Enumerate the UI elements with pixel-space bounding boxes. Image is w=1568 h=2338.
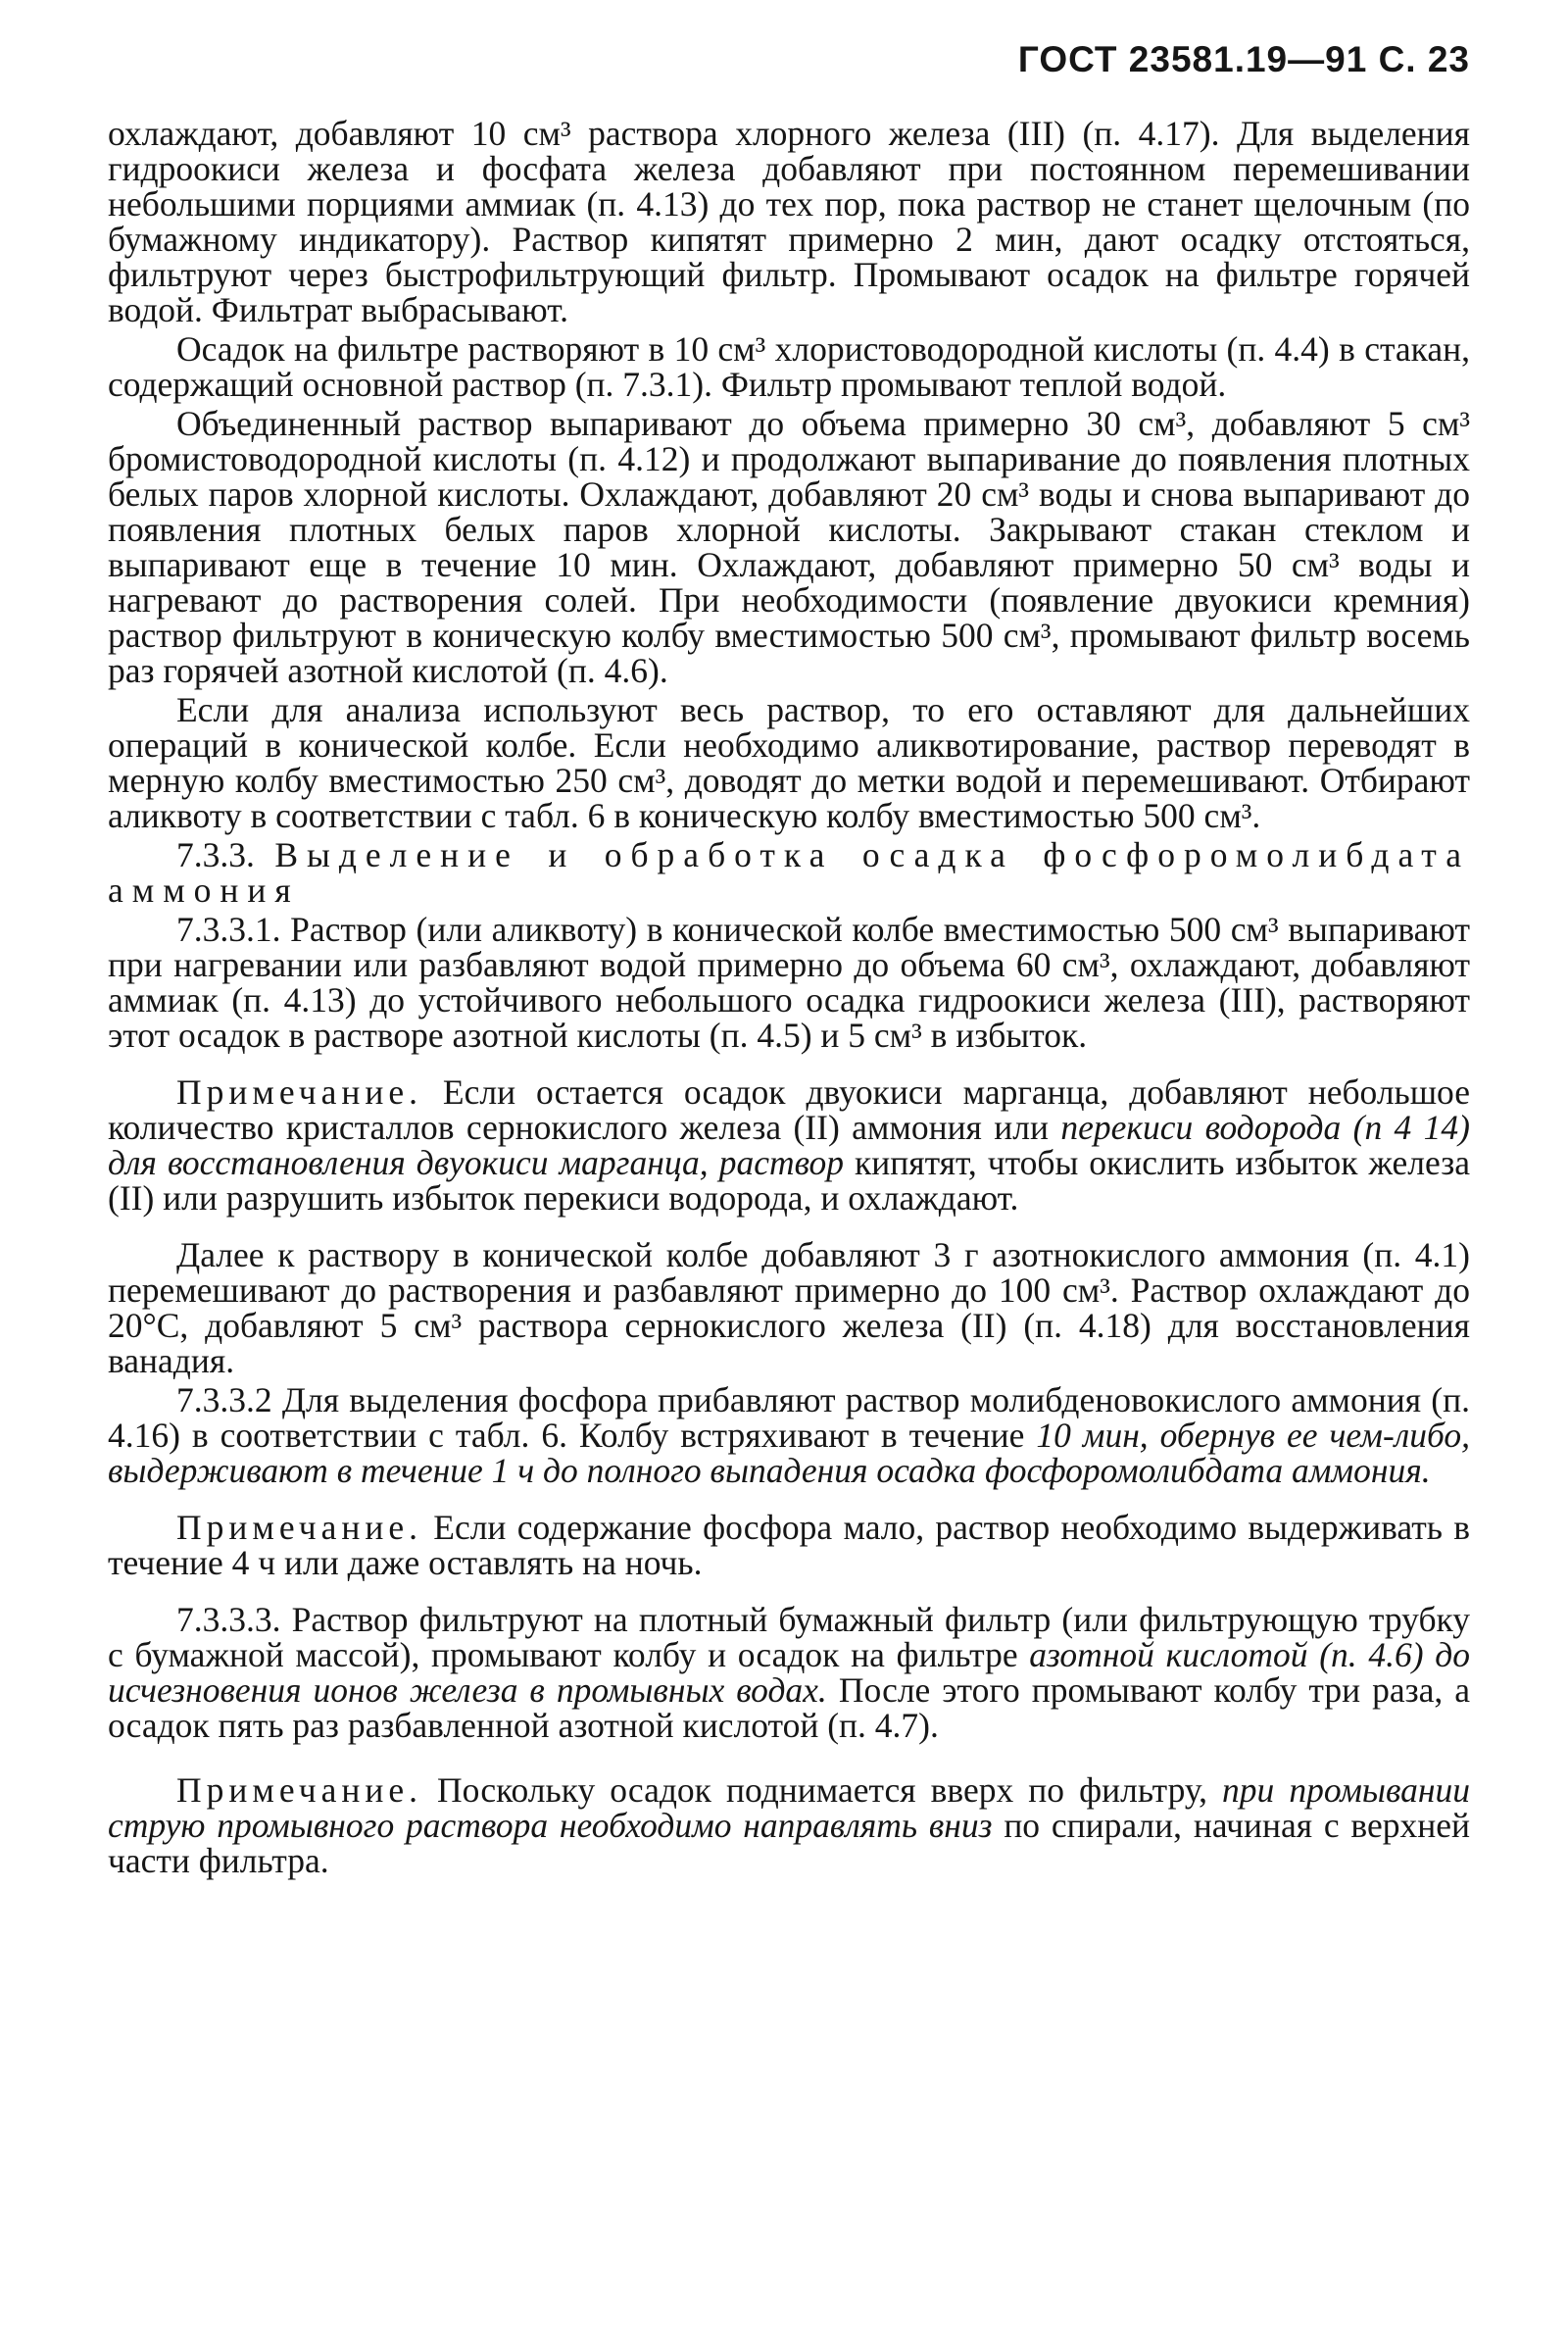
note-3: [108, 1772, 1470, 1878]
section-title: Выделение и обработка осадка фосфоромолибдата аммония: [108, 835, 1471, 910]
section-heading-7-3-3: [108, 837, 1470, 908]
note-label: Примечание.: [176, 1770, 422, 1810]
document-page: [108, 39, 1470, 1882]
note-text: Если остается осадок двуокиси марганца, добавляют небольшое количество кристаллов сернокислого железа (II) аммония или: [108, 1072, 1470, 1147]
paragraph-7-3-3-3: [108, 1602, 1470, 1743]
note-text: Если содержание фосфора мало, раствор необходимо выдерживать в течение 4 ч или даже оставлять на ночь.: [108, 1508, 1470, 1582]
paragraph-1: охлаждают, добавляют 10 см³ раствора хлорного железа (III) (п. 4.17). Для выделения гидроокиси железа и фосфата железа добавляют при постоянном перемешивании небольшими порциями аммиак (п. 4.13) до тех пор, пока раствор не станет щелочным (по бумажному индикатору). Раствор кипятят примерно 2 мин, дают осадку отстояться, фильтруют через быстрофильтрующий фильтр. Промывают осадок на фильтре горячей водой. Фильтрат выбрасывают.: [108, 114, 1470, 329]
paragraph-2: Осадок на фильтре растворяют в 10 см³ хлористоводородной кислоты (п. 4.4) в стакан, содержащий основной раствор (п. 7.3.1). Фильтр промывают теплой водой.: [108, 329, 1470, 404]
note-text: по спирали, начиная с верхней части фильтра.: [108, 1806, 1470, 1880]
note-text: Поскольку осадок поднимается вверх по фильтру,: [437, 1770, 1207, 1810]
paragraph-7-3-3-2: [108, 1382, 1470, 1488]
paragraph-4: Если для анализа используют весь раствор, то его оставляют для дальнейших операций в конической колбе. Если необходимо аликвотирование, раствор переводят в мерную колбу вместимостью 250 см³, доводят до метки водой и перемешивают. Отбирают аликвоту в соответствии с табл. 6 в коническую колбу вместимостью 500 см³.: [108, 690, 1470, 835]
note-label: Примечание.: [176, 1508, 422, 1547]
page-header: ГОСТ 23581.19—91 С. 23: [1017, 39, 1470, 79]
paragraph-text: После этого промывают колбу три раза, а осадок пять раз разбавленной азотной кислотой (п. 4.7).: [108, 1670, 1471, 1745]
paragraph-text: 7.3.3.2 Для выделения фосфора прибавляют раствор молибденовокислого аммония (п. 4.16) в соответствии с табл. 6. Колбу встряхивают в течение: [108, 1380, 1470, 1455]
note-text: кипятят, чтобы окислить избыток железа (II) или разрушить избыток перекиси водорода, и охлаждают.: [108, 1143, 1470, 1218]
note-2: [108, 1510, 1470, 1580]
paragraph-7-3-3-1: 7.3.3.1. Раствор (или аликвоту) в конической колбе вместимостью 500 см³ выпаривают при нагревании или разбавляют водой примерно до объема 60 см³, охлаждают, добавляют аммиак (п. 4.13) до устойчивого небольшого осадка гидроокиси железа (III), растворяют этот осадок в растворе азотной кислоты (п. 4.5) и 5 см³ в избыток.: [108, 910, 1470, 1055]
paragraph-6: Далее к раствору в конической колбе добавляют 3 г азотнокислого аммония (п. 4.1) перемешивают до растворения и разбавляют примерно до 100 см³. Раствор охлаждают до 20°С, добавляют 5 см³ раствора сернокислого железа (II) (п. 4.18) для восстановления ванадия.: [108, 1235, 1470, 1380]
note-text-italic: перекиси водорода (п 4 14) для восстановления двуокиси марганца, раствор: [108, 1108, 1470, 1182]
note-1: [108, 1074, 1470, 1216]
note-text-italic: при промывании струю промывного раствора необходимо направлять вниз: [108, 1770, 1470, 1845]
section-number: 7.3.3.: [176, 835, 255, 874]
note-label: Примечание.: [176, 1072, 422, 1112]
paragraph-text: 7.3.3.3. Раствор фильтруют на плотный бумажный фильтр (или фильтрующую трубку с бумажной массой), промывают колбу и осадок на фильтре: [108, 1600, 1470, 1674]
paragraph-3: Объединенный раствор выпаривают до объема примерно 30 см³, добавляют 5 см³ бромистоводородной кислоты (п. 4.12) и продолжают выпаривание до появления плотных белых паров хлорной кислоты. Охлаждают, добавляют 20 см³ воды и снова выпаривают до появления плотных белых паров хлорной кислоты. Закрывают стакан стеклом и выпаривают еще в течение 10 мин. Охлаждают, добавляют примерно 50 см³ воды и нагревают до растворения солей. При необходимости (появление двуокиси кремния) раствор фильтруют в коническую колбу вместимостью 500 см³, промывают фильтр восемь раз горячей азотной кислотой (п. 4.6).: [108, 404, 1470, 690]
paragraph-text-italic: 10 мин, обернув ее чем-либо, выдерживают в течение 1 ч до полного выпадения осадка фосфоромолибдата аммония.: [108, 1416, 1471, 1490]
paragraph-text-italic: азотной кислотой (п. 4.6) до исчезновения ионов железа в промывных водах.: [108, 1635, 1470, 1710]
